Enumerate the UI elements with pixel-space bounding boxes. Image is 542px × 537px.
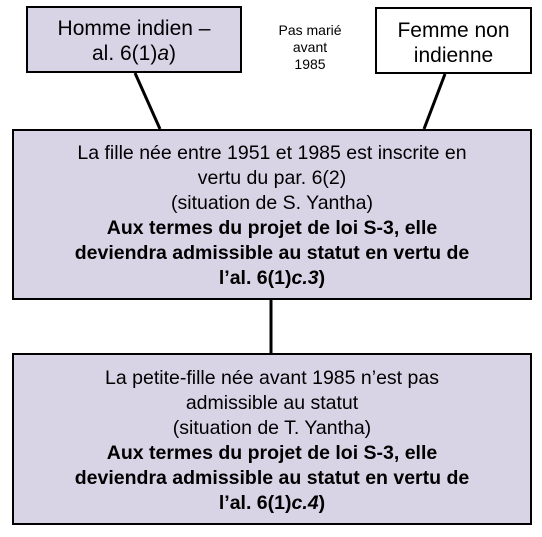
connector-man-to-daughter xyxy=(135,73,160,129)
granddaughter-bold-line3-suffix: ) xyxy=(318,492,326,514)
daughter-bold-line3-suffix: ) xyxy=(318,267,326,289)
granddaughter-bold-line2: deviendra admissible au statut en vertu de xyxy=(74,467,470,489)
granddaughter-line1: La petite-fille née avant 1985 n’est pas xyxy=(105,367,439,389)
daughter-bold-line3-prefix: l’al. 6(1) xyxy=(218,267,292,289)
daughter-line1: La fille née entre 1951 et 1985 est inscrite en xyxy=(77,142,467,164)
daughter-line2: vertu du par. 6(2) xyxy=(197,167,347,189)
man-box-line2 xyxy=(28,41,240,66)
daughter-box xyxy=(12,129,532,300)
woman-box-line1: Femme non xyxy=(397,19,510,42)
granddaughter-bold-line3-italic: c.4 xyxy=(291,492,319,514)
marriage-note-line1: Pas marié xyxy=(278,22,342,38)
daughter-bold-line3 xyxy=(14,266,530,291)
granddaughter-bold-line3 xyxy=(14,491,530,516)
daughter-bold-line1: Aux termes du projet de loi S-3, elle xyxy=(106,217,438,239)
man-box-line2-italic: a xyxy=(157,42,170,65)
indian-man-box xyxy=(26,6,242,73)
man-box-line2-suffix: ) xyxy=(169,42,177,65)
marriage-note xyxy=(258,22,362,73)
granddaughter-bold-line1: Aux termes du projet de loi S-3, elle xyxy=(106,442,438,464)
daughter-bold-line3-italic: c.3 xyxy=(291,267,319,289)
granddaughter-line2: admissible au statut xyxy=(185,392,359,414)
man-box-line2-prefix: al. 6(1) xyxy=(91,42,158,65)
daughter-line3: (situation de S. Yantha) xyxy=(171,192,373,214)
granddaughter-box xyxy=(12,353,532,525)
man-box-line1: Homme indien – xyxy=(57,17,211,40)
granddaughter-line3: (situation de T. Yantha) xyxy=(172,417,372,439)
woman-box-line2: indienne xyxy=(413,44,494,67)
daughter-bold-line2: deviendra admissible au statut en vertu de xyxy=(74,242,470,264)
granddaughter-bold-line3-prefix: l’al. 6(1) xyxy=(218,492,292,514)
marriage-note-line2: avant xyxy=(292,39,328,55)
non-indian-woman-box xyxy=(375,7,532,74)
marriage-note-line3: 1985 xyxy=(294,56,326,72)
connector-woman-to-daughter xyxy=(424,74,445,129)
